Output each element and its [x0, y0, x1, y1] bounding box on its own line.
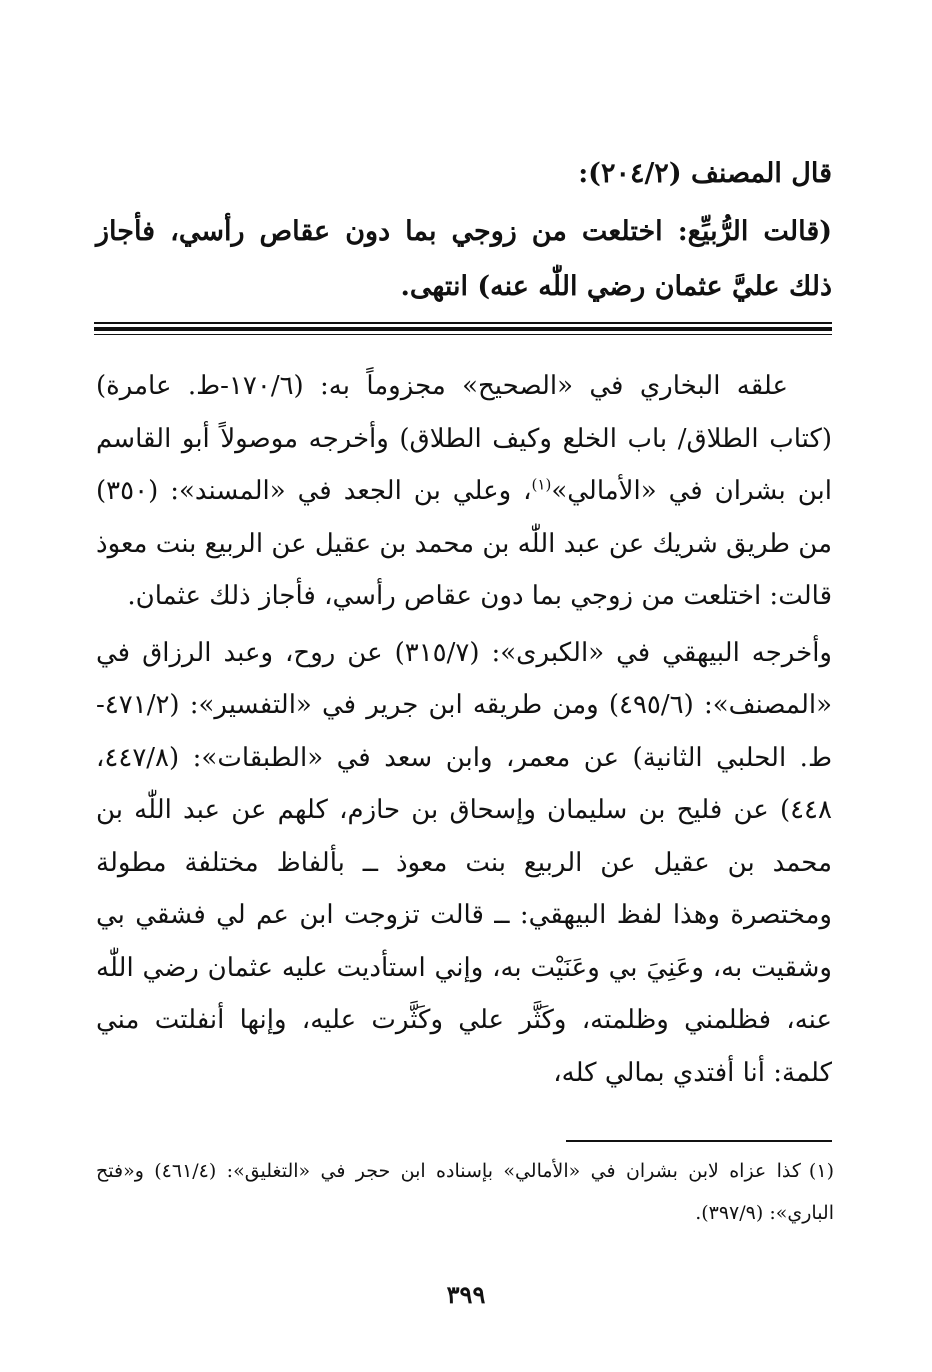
page-number: ٣٩٩: [446, 1280, 486, 1309]
footnote-separator: [566, 1140, 832, 1142]
commentary-paragraph: [96, 360, 832, 623]
separator-rule-thin: [94, 334, 832, 335]
footnote-number: (١): [808, 1160, 834, 1182]
separator-rule-thick: [94, 327, 832, 331]
section-heading: قال المصنف (٢٠٤/٢):: [578, 158, 832, 189]
footnote: [96, 1150, 834, 1234]
paragraph-text: علقه البخاري في «الصحيح» مجزوماً به: (١٧٠/٦-ط. عامرة) (كتاب الطلاق/ باب الخلع وكيف الطلاق) وأخرجه موصولاً أبو القاسم ابن بشران في «الأمالي»: [96, 371, 833, 506]
quoted-text: (قالت الرُّبيِّع: اختلعت من زوجي بما دون عقاص رأسي، فأجاز ذلك عليَّ عثمان رضي اللّٰه عنه) انتهى.: [96, 216, 832, 302]
footnote-reference: (١): [531, 475, 552, 494]
footnote-text: كذا عزاه لابن بشران في «الأمالي» بإسناده ابن حجر في «التغليق»: (٤٦١/٤) و«فتح الباري»: (٣٩٧/٩).: [96, 1160, 834, 1224]
separator-rule: [94, 322, 832, 324]
commentary-body: [96, 360, 832, 1099]
commentary-paragraph: وأخرجه البيهقي في «الكبرى»: (٣١٥/٧) عن روح، وعبد الرزاق في «المصنف»: (٤٩٥/٦) ومن طريقه ابن جرير في «التفسير»: (٤٧١/٢-ط. الحلبي الثانية) عن معمر، وابن سعد في «الطبقات»: (٤٤٧/٨، ٤٤٨) عن فليح بن سليمان وإسحاق بن حازم، كلهم عن عبد اللّٰه بن محمد بن عقيل عن الربيع بنت معوذ ــ بألفاظ مختلفة مطولة ومختصرة وهذا لفظ البيهقي: ــ قالت تزوجت ابن عم لي فشقي بي وشقيت به، وعَنِيَ بي وعَنَيْت به، وإني استأديت عليه عثمان رضي اللّٰه عنه، فظلمني وظلمته، وكَثَّر علي وكَثَّرت عليه، وإنها أنفلتت مني كلمة: أنا أفتدي بمالي كله،: [96, 637, 832, 1088]
paragraph-text: ، وعلي بن الجعد في «المسند»: (٣٥٠) من طريق شريك عن عبد اللّٰه بن محمد بن عقيل عن الربيع بنت معوذ قالت: اختلعت من زوجي بما دون عقاص رأسي، فأجاز ذلك عثمان.: [96, 476, 832, 611]
